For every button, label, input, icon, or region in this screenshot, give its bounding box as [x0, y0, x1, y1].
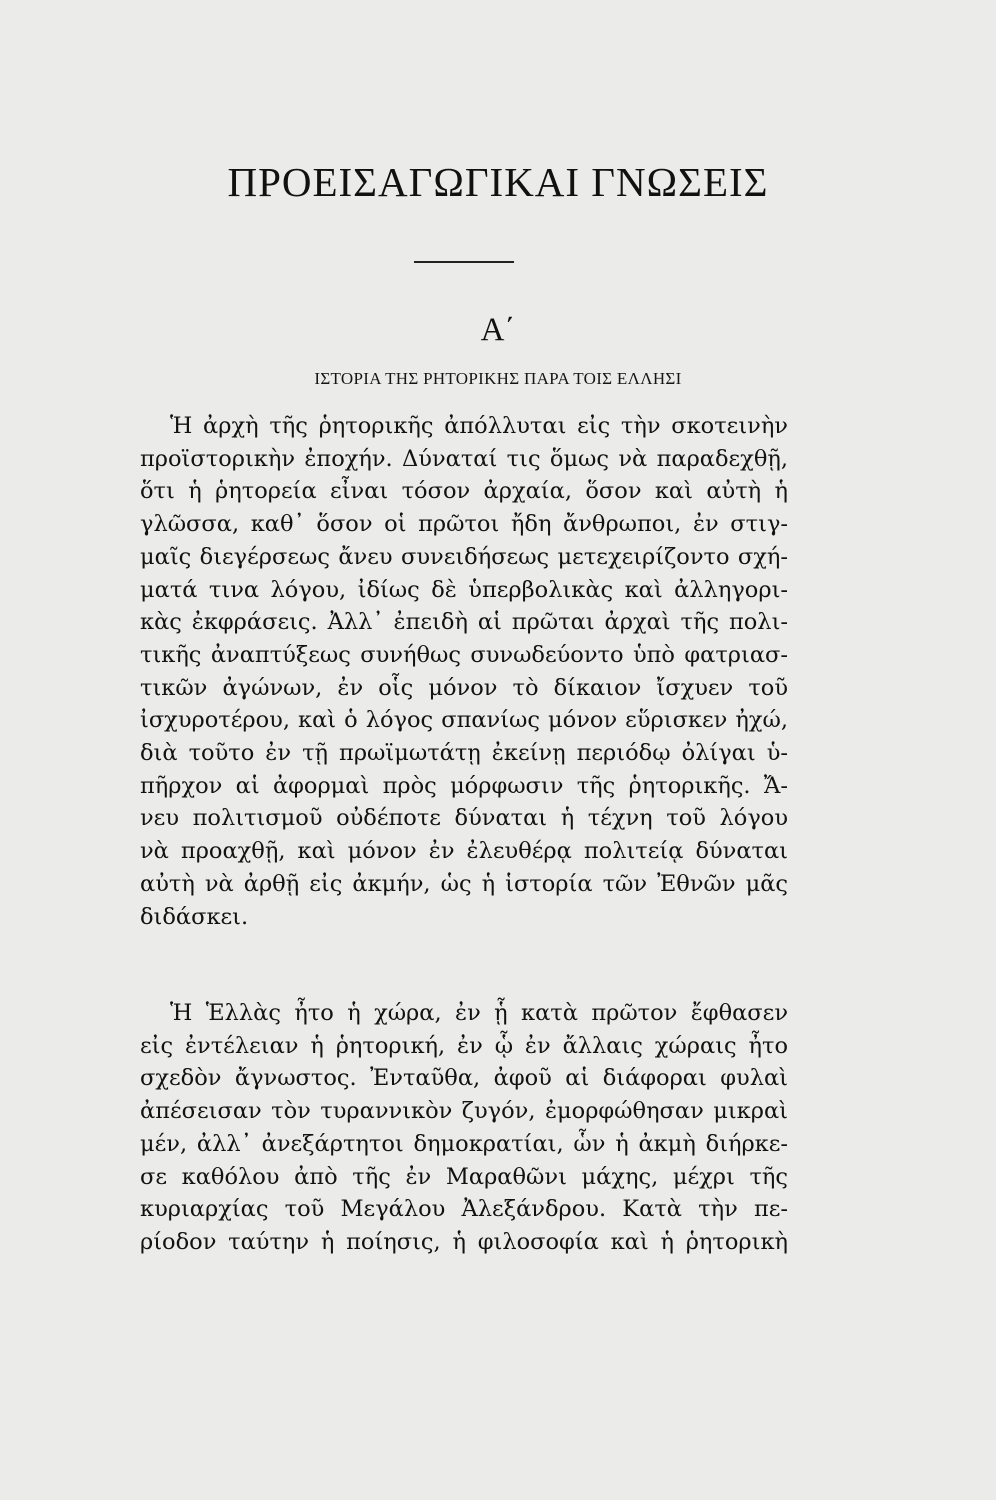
text-line: νὰ προαχθῇ, καὶ μόνον ἐν ἐλευθέρᾳ πολιτείᾳ δύναται	[140, 838, 788, 865]
text-line: τικῶν ἀγώνων, ἐν οἷς μόνον τὸ δίκαιον ἴσχυεν τοῦ	[140, 674, 788, 701]
title-divider	[414, 261, 514, 263]
text-line: κυριαρχίας τοῦ Μεγάλου Ἀλεξάνδρου. Κατὰ τὴν πε-	[140, 1196, 788, 1223]
text-line: κὰς ἐκφράσεις. Ἀλλ᾽ ἐπειδὴ αἱ πρῶται ἀρχαὶ τῆς πολι-	[140, 609, 788, 636]
text-line: διδάσκει.	[140, 903, 249, 930]
text-line: ματά τινα λόγου, ἰδίως δὲ ὑπερβολικὰς καὶ ἀλληγορι-	[140, 576, 788, 603]
text-line: τικῆς ἀναπτύξεως συνήθως συνωδεύοντο ὑπὸ φατριασ-	[140, 641, 788, 668]
section-number: Α΄	[480, 312, 516, 348]
text-line: ἀπέσεισαν τὸν τυραννικὸν ζυγόν, ἐμορφώθησαν μικραὶ	[140, 1098, 788, 1125]
text-line: πῆρχον αἱ ἀφορμαὶ πρὸς μόρφωσιν τῆς ῥητορικῆς. Ἄ-	[140, 772, 788, 799]
text-line: σε καθόλου ἀπὸ τῆς ἐν Μαραθῶνι μάχης, μέχρι τῆς	[140, 1163, 788, 1190]
text-line: νευ πολιτισμοῦ οὐδέποτε δύναται ἡ τέχνη τοῦ λόγου	[140, 805, 788, 832]
text-line: σχεδὸν ἄγνωστος. Ἐνταῦθα, ἀφοῦ αἱ διάφοραι φυλαὶ	[140, 1065, 788, 1092]
section-heading: ΙΣΤΟΡΙΑ ΤΗΣ ΡΗΤΟΡΙΚΗΣ ΠΑΡΑ ΤΟΙΣ ΕΛΛΗΣΙ	[314, 369, 682, 388]
text-line: ἰσχυροτέρου, καὶ ὁ λόγος σπανίως μόνον εὕρισκεν ἠχώ,	[140, 707, 788, 734]
text-line: διὰ τοῦτο ἐν τῇ πρωϊμωτάτῃ ἐκείνῃ περιόδῳ ὀλίγαι ὑ-	[140, 740, 788, 766]
text-line: Ἡ Ἑλλὰς ἦτο ἡ χώρα, ἐν ᾗ κατὰ πρῶτον ἔφθασεν	[170, 1000, 788, 1026]
text-line: εἰς ἐντέλειαν ἡ ῥητορική, ἐν ᾧ ἐν ἄλλαις χώραις ἦτο	[140, 1032, 788, 1059]
text-line: ὅτι ἡ ῥητορεία εἶναι τόσον ἀρχαία, ὅσον καὶ αὐτὴ ἡ	[140, 478, 788, 505]
text-line: γλῶσσα, καθ᾽ ὅσον οἱ πρῶτοι ἤδη ἄνθρωποι, ἐν στιγ-	[140, 511, 788, 538]
text-line: μαῖς διεγέρσεως ἄνευ συνειδήσεως μετεχειρίζοντο σχή-	[140, 543, 788, 570]
page-title: ΠΡΟΕΙΣΑΓΩΓΙΚΑΙ ΓΝΩΣΕΙΣ	[227, 159, 769, 205]
text-line: μέν, ἀλλ᾽ ἀνεξάρτητοι δημοκρατίαι, ὧν ἡ ἀκμὴ διήρκε-	[140, 1130, 788, 1157]
text-line: Ἡ ἀρχὴ τῆς ῥητορικῆς ἀπόλλυται εἰς τὴν σκοτεινὴν	[170, 413, 788, 439]
text-line: ρίοδον ταύτην ἡ ποίησις, ἡ φιλοσοφία καὶ ἡ ῥητορικὴ	[140, 1228, 788, 1255]
text-line: προϊστορικὴν ἐποχήν. Δύναταί τις ὅμως νὰ παραδεχθῇ,	[140, 445, 788, 472]
text-line: αὐτὴ νὰ ἀρθῇ εἰς ἀκμήν, ὡς ἡ ἱστορία τῶν Ἐθνῶν μᾶς	[140, 870, 788, 897]
